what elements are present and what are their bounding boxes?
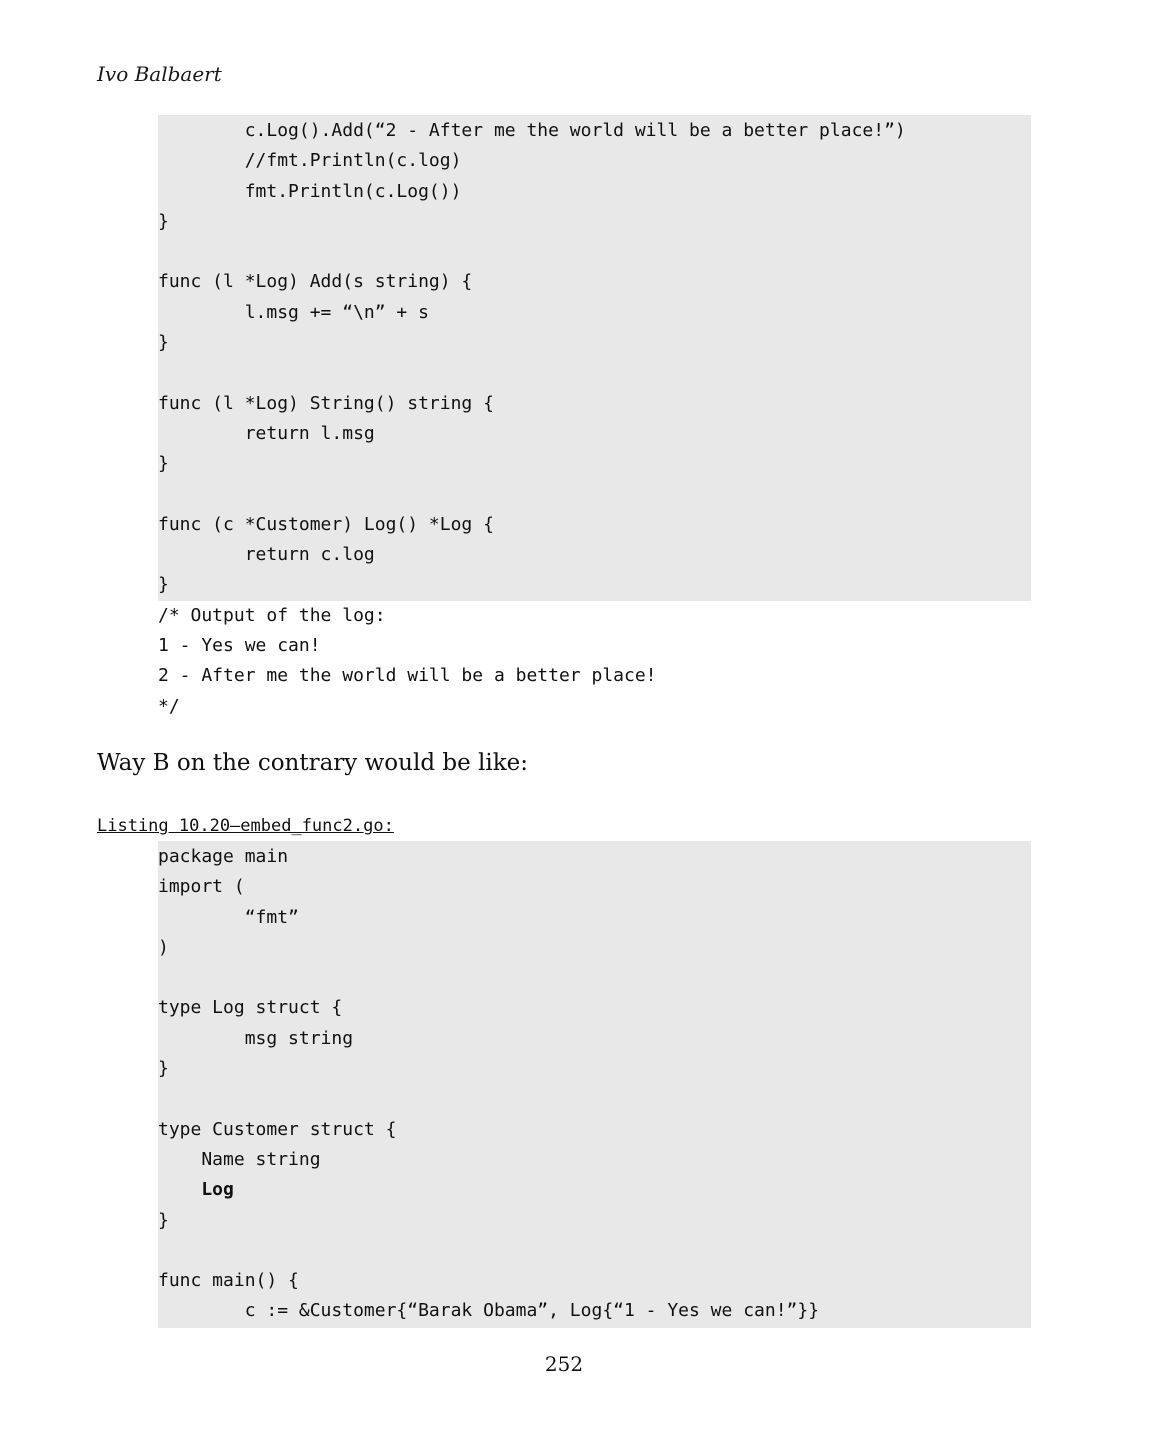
code-line: } xyxy=(158,1058,169,1080)
code-line xyxy=(158,1084,819,1114)
running-head: Ivo Balbaert xyxy=(97,62,222,86)
code-line xyxy=(158,358,906,388)
code-block-1 xyxy=(158,116,906,722)
code-line: /* Output of the log: xyxy=(158,604,386,626)
body-paragraph: Way B on the contrary would be like: xyxy=(97,750,529,776)
code-line: c := &Customer{“Barak Obama”, Log{“1 - Yes we can!”}} xyxy=(158,1300,820,1322)
code-line xyxy=(158,480,906,510)
code-line: func (l *Log) Add(s string) { xyxy=(158,271,473,293)
code-line: l.msg += “\n” + s xyxy=(158,301,429,323)
code-line: fmt.Println(c.Log()) xyxy=(158,180,462,202)
code-line: */ xyxy=(158,695,180,717)
code-line: c.Log().Add(“2 - After me the world will be a better place!”) xyxy=(158,120,906,141)
code-line: func (c *Customer) Log() *Log { xyxy=(158,513,494,535)
code-line: return c.log xyxy=(158,544,375,566)
code-block-2 xyxy=(158,842,819,1327)
code-line: } xyxy=(158,453,169,475)
code-line: 1 - Yes we can! xyxy=(158,635,321,657)
code-line: } xyxy=(158,574,169,596)
code-line xyxy=(158,1236,819,1266)
code-line: import ( xyxy=(158,876,245,898)
code-line xyxy=(158,963,819,993)
code-line: msg string xyxy=(158,1027,354,1049)
code-line: package main xyxy=(158,846,289,867)
code-line: type Customer struct { xyxy=(158,1118,397,1140)
code-line: return l.msg xyxy=(158,422,375,444)
code-line: ) xyxy=(158,936,169,958)
code-line: Name string xyxy=(158,1148,321,1170)
code-line: type Log struct { xyxy=(158,997,343,1019)
code-line: } xyxy=(158,332,169,354)
code-line: “fmt” xyxy=(158,906,299,928)
code-line xyxy=(158,237,906,267)
listing-caption: Listing 10.20—embed_func2.go: xyxy=(97,816,394,836)
code-line: } xyxy=(158,210,169,232)
code-line: Log xyxy=(158,1179,234,1201)
code-line: func main() { xyxy=(158,1270,299,1292)
code-line: } xyxy=(158,1209,169,1231)
code-line: //fmt.Println(c.log) xyxy=(158,150,462,172)
code-line: func (l *Log) String() string { xyxy=(158,392,494,414)
page-number: 252 xyxy=(544,1352,584,1376)
code-line: 2 - After me the world will be a better place! xyxy=(158,665,657,687)
